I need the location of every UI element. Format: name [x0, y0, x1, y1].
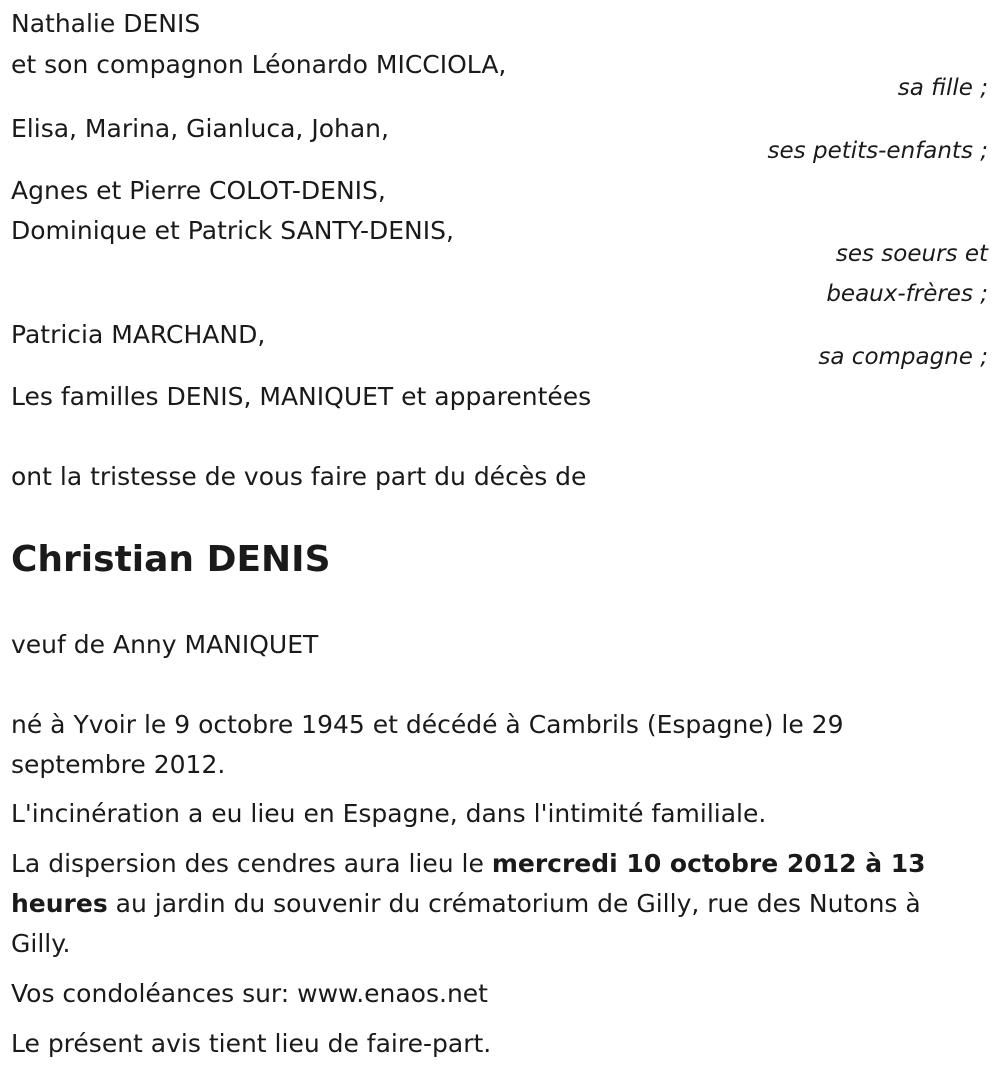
grandchildren-names: Elisa, Marina, Gianluca, Johan,	[11, 114, 389, 143]
deceased-name: Christian DENIS	[11, 539, 331, 580]
sister-2-names: Dominique et Patrick SANTY-DENIS,	[11, 216, 454, 245]
dispersion-text-before: La dispersion des cendres aura lieu le	[11, 849, 492, 878]
dispersion-text-after: au jardin du souvenir du crématorium de Gilly, rue des Nutons à Gilly.	[11, 889, 921, 958]
dispersion-date-bold: mercredi 10 octobre 2012 à 13 heures	[11, 849, 926, 918]
companion-name: Patricia MARCHAND,	[11, 320, 266, 349]
daughter-relation: sa fille ;	[897, 75, 988, 101]
birth-death-paragraph: né à Yvoir le 9 octobre 1945 et décédé à Cambrils (Espagne) le 29 septembre 2012.	[11, 710, 844, 779]
families-line: Les familles DENIS, MANIQUET et apparentées	[11, 382, 592, 411]
companion-relation: sa compagne ;	[818, 344, 988, 370]
grandchildren-relation: ses petits-enfants ;	[767, 138, 988, 164]
notice-line: Le présent avis tient lieu de faire-part.	[11, 1029, 492, 1058]
sister-1-names: Agnes et Pierre COLOT-DENIS,	[11, 176, 386, 205]
dispersion-paragraph	[11, 844, 986, 964]
cremation-paragraph: L'incinération a eu lieu en Espagne, dans l'intimité familiale.	[11, 799, 767, 828]
condolences-line: Vos condoléances sur: www.enaos.net	[11, 979, 488, 1008]
daughter-companion: et son compagnon Léonardo MICCIOLA,	[11, 50, 507, 79]
widower-line: veuf de Anny MANIQUET	[11, 630, 319, 659]
announcement-text: ont la tristesse de vous faire part du décès de	[11, 462, 587, 491]
daughter-name: Nathalie DENIS	[11, 9, 201, 38]
sisters-relation-line2: beaux-frères ;	[826, 281, 988, 307]
sisters-relation-line1: ses soeurs et	[835, 241, 988, 267]
